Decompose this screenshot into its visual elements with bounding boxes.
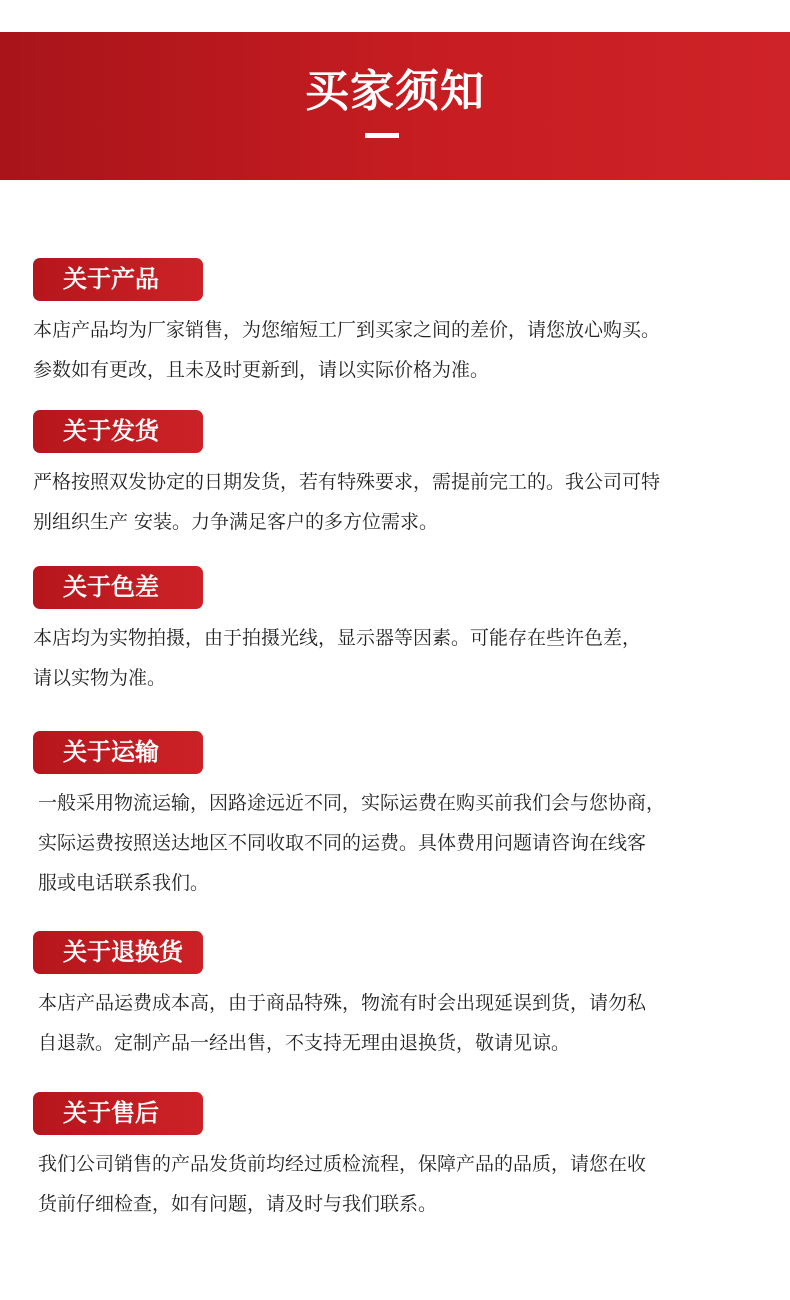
section-heading: 关于发货	[33, 410, 203, 453]
body-line: 实际运费按照送达地区不同收取不同的运费。具体费用问题请咨询在线客	[38, 832, 647, 854]
body-line: 一般采用物流运输，因路途远近不同，实际运费在购买前我们会与您协商，	[38, 792, 666, 814]
body-line: 本店产品均为厂家销售，为您缩短工厂到买家之间的差价，请您放心购买。	[33, 319, 661, 341]
section-heading: 关于运输	[33, 731, 203, 774]
body-line: 我们公司销售的产品发货前均经过质检流程，保障产品的品质，请您在收	[38, 1153, 647, 1175]
section-heading: 关于色差	[33, 566, 203, 609]
section-heading: 关于退换货	[33, 931, 203, 974]
body-line: 服或电话联系我们。	[38, 872, 210, 894]
section-body	[38, 983, 758, 1063]
body-line: 货前仔细检查，如有问题，请及时与我们联系。	[38, 1193, 438, 1215]
section-body	[33, 310, 753, 390]
section-heading: 关于售后	[33, 1092, 203, 1135]
body-line: 自退款。定制产品一经出售，不支持无理由退换货，敬请见谅。	[38, 1032, 571, 1054]
body-line: 请以实物为准。	[33, 667, 167, 689]
section-heading: 关于产品	[33, 258, 203, 301]
body-line: 严格按照双发协定的日期发货，若有特殊要求，需提前完工的。我公司可特	[33, 471, 661, 493]
section-body	[33, 618, 753, 698]
body-line: 别组织生产 安装。力争满足客户的多方位需求。	[33, 511, 439, 533]
title-underline	[365, 133, 399, 138]
page-title: 买家须知	[305, 66, 485, 117]
body-line: 本店产品运费成本高，由于商品特殊，物流有时会出现延误到货，请勿私	[38, 992, 647, 1014]
section-body	[33, 462, 753, 542]
section-body	[38, 783, 758, 903]
section-body	[38, 1144, 758, 1224]
body-line: 本店均为实物拍摄，由于拍摄光线，显示器等因素。可能存在些许色差，	[33, 627, 642, 649]
body-line: 参数如有更改，且未及时更新到，请以实际价格为准。	[33, 359, 490, 381]
